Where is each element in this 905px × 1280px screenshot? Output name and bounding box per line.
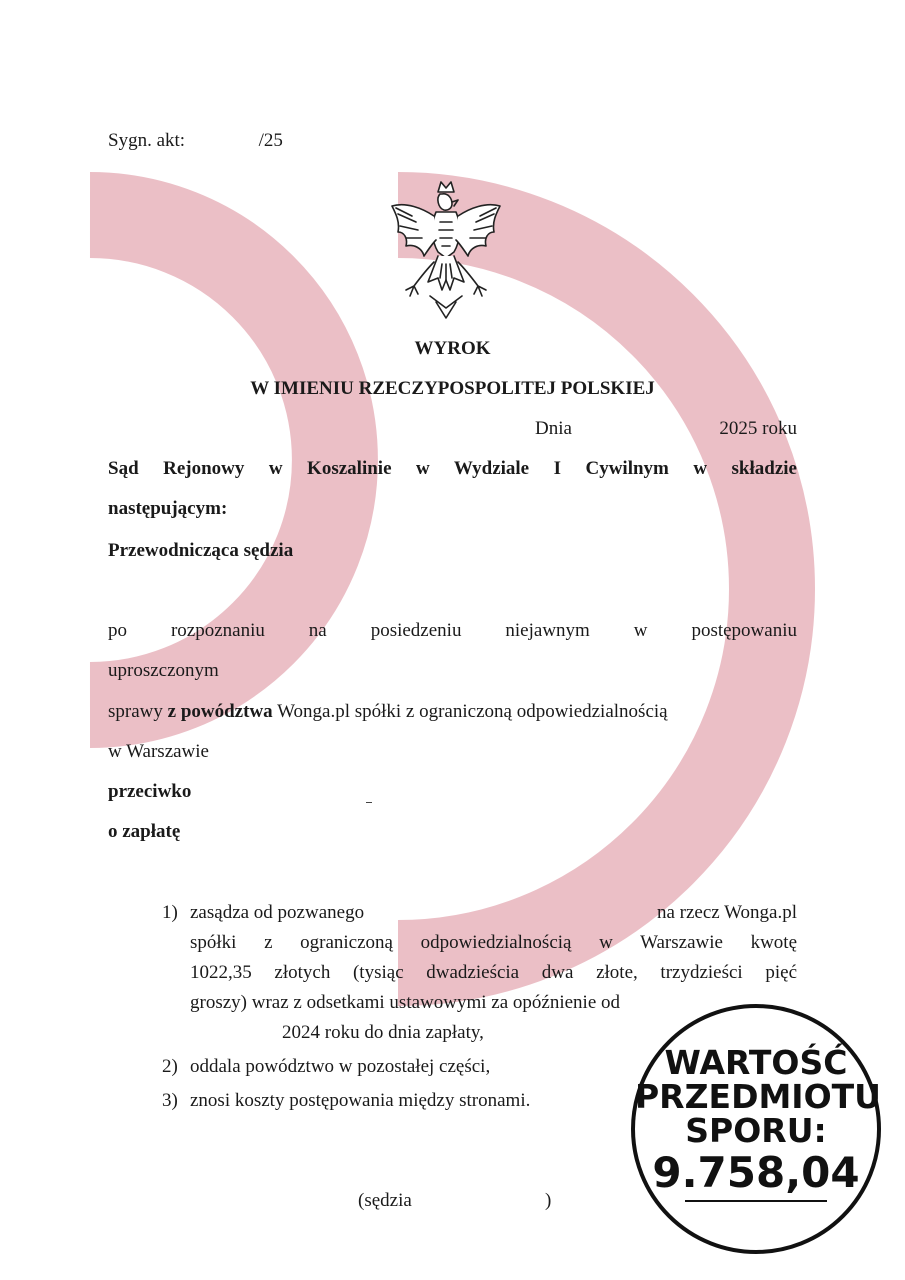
verdict-subtitle: W IMIENIU RZECZYPOSPOLITEJ POLSKIEJ	[250, 378, 655, 399]
ruling-2-text: oddala powództwo w pozostałej części,	[190, 1056, 491, 1077]
plaintiff-city: w Warszawie	[108, 741, 209, 762]
court-line-1: Sąd Rejonowy w Koszalinie w Wydziale I Cywilnym w składzie	[108, 458, 797, 479]
stamp-rule	[685, 1200, 827, 1202]
presiding-judge: Przewodnicząca sędzia	[108, 540, 294, 561]
subject-label: o zapłatę	[108, 821, 181, 842]
case-label: Sygn. akt:	[108, 130, 186, 151]
date-suffix: 2025 roku	[719, 418, 797, 439]
proceeding-line-1: po rozpoznaniu na posiedzeniu niejawnym w postępowaniu	[108, 620, 797, 641]
signature-close: )	[545, 1190, 552, 1211]
ruling-1-line-2: spółki z ograniczoną odpowiedzialnością w Warszawie kwotę	[190, 932, 797, 953]
ruling-1-line-3: 1022,35 złotych (tysiąc dwadzieścia dwa złote, trzydzieści pięć	[190, 962, 797, 983]
stamp-line-1: WARTOŚĆ	[664, 1043, 848, 1082]
signature-open: (sędzia	[358, 1190, 412, 1211]
against-label: przeciwko	[108, 781, 192, 802]
case-suffix: /25	[258, 130, 283, 151]
stamp-line-3: SPORU:	[685, 1111, 827, 1150]
ruling-1	[162, 902, 797, 932]
ruling-1-line-5: 2024 roku do dnia zapłaty,	[282, 1022, 484, 1043]
court-line-2: następującym:	[108, 498, 228, 519]
dispute-value-stamp	[631, 1004, 881, 1254]
case-number	[108, 130, 283, 152]
ruling-number: 3)	[162, 1090, 178, 1111]
plaintiff-name: Wonga.pl spółki z ograniczoną odpowiedzialnością	[277, 701, 668, 722]
stamp-line-2: PRZEDMIOTU	[635, 1077, 881, 1116]
ruling-1-line-1a: zasądza od pozwanego	[190, 902, 365, 923]
ruling-number: 2)	[162, 1056, 178, 1077]
date-prefix: Dnia	[535, 418, 572, 439]
case-bold: z powództwa	[167, 701, 273, 722]
polish-eagle-emblem	[386, 178, 506, 323]
ruling-number: 1)	[162, 902, 178, 923]
proceeding-line-2: uproszczonym	[108, 660, 219, 681]
case-prefix: sprawy	[108, 701, 163, 722]
verdict-title: WYROK	[414, 338, 491, 359]
case-parties	[108, 701, 797, 723]
stamp-value: 9.758,04	[652, 1148, 860, 1197]
ruling-1-line-4: groszy) wraz z odsetkami ustawowymi za opóźnienie od	[190, 992, 621, 1013]
ruling-1-line-1b: na rzecz Wonga.pl	[656, 902, 797, 923]
redaction-mark	[366, 802, 372, 803]
ruling-3-text: znosi koszty postępowania między stronami.	[190, 1090, 531, 1111]
